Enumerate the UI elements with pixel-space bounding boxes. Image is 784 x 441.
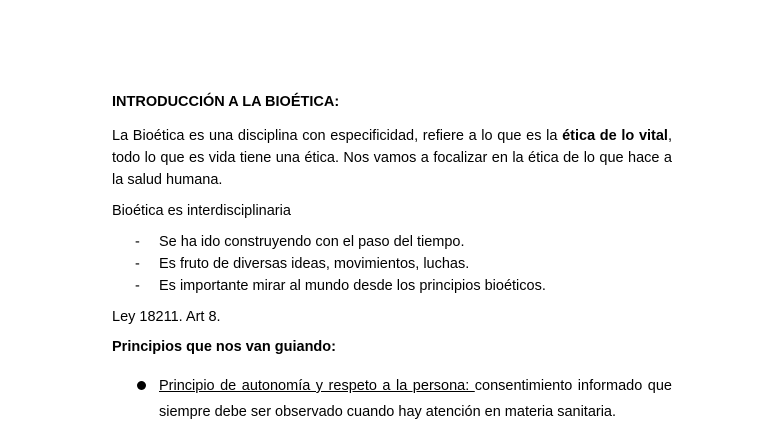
dash-item-text: Es importante mirar al mundo desde los principios bioéticos.: [159, 278, 546, 294]
document-body: [112, 92, 672, 425]
principle-text: consentimiento informado que siempre debe ser observado cuando hay atención en materia sanitaria.: [159, 378, 672, 420]
dash-list: [112, 231, 672, 297]
dash-marker: -: [135, 256, 140, 272]
bullet-icon: [137, 381, 146, 390]
intro-emphasis: ética de lo vital: [562, 128, 668, 144]
dash-marker: -: [135, 234, 140, 250]
dash-list-item: [112, 231, 672, 253]
dash-item-text: Se ha ido construyendo con el paso del tiempo.: [159, 234, 465, 250]
dash-item-text: Es fruto de diversas ideas, movimientos, luchas.: [159, 256, 470, 272]
intro-text-part2: , todo lo que es vida tiene una ética. Nos vamos a focalizar en la ética de lo que hace a la salud humana.: [112, 128, 672, 188]
principles-heading: Principios que nos van guiando:: [112, 339, 336, 355]
document-title-colon: :: [334, 94, 340, 110]
law-reference: Ley 18211. Art 8.: [112, 309, 221, 325]
interdisciplinary-line: Bioética es interdisciplinaria: [112, 203, 291, 219]
principle-title: Principio de autonomía y respeto a la persona:: [159, 378, 475, 394]
dash-list-item: [112, 253, 672, 275]
principles-list: [112, 373, 672, 425]
dash-list-item: [112, 275, 672, 297]
document-title-text: INTRODUCCIÓN A LA BIOÉTICA: [112, 94, 335, 110]
dash-marker: -: [135, 278, 140, 294]
principle-item: [112, 373, 672, 425]
document-title: [112, 92, 672, 112]
intro-text-part1: La Bioética es una disciplina con especificidad, refiere a lo que es la: [112, 128, 563, 144]
intro-paragraph: [112, 125, 672, 191]
